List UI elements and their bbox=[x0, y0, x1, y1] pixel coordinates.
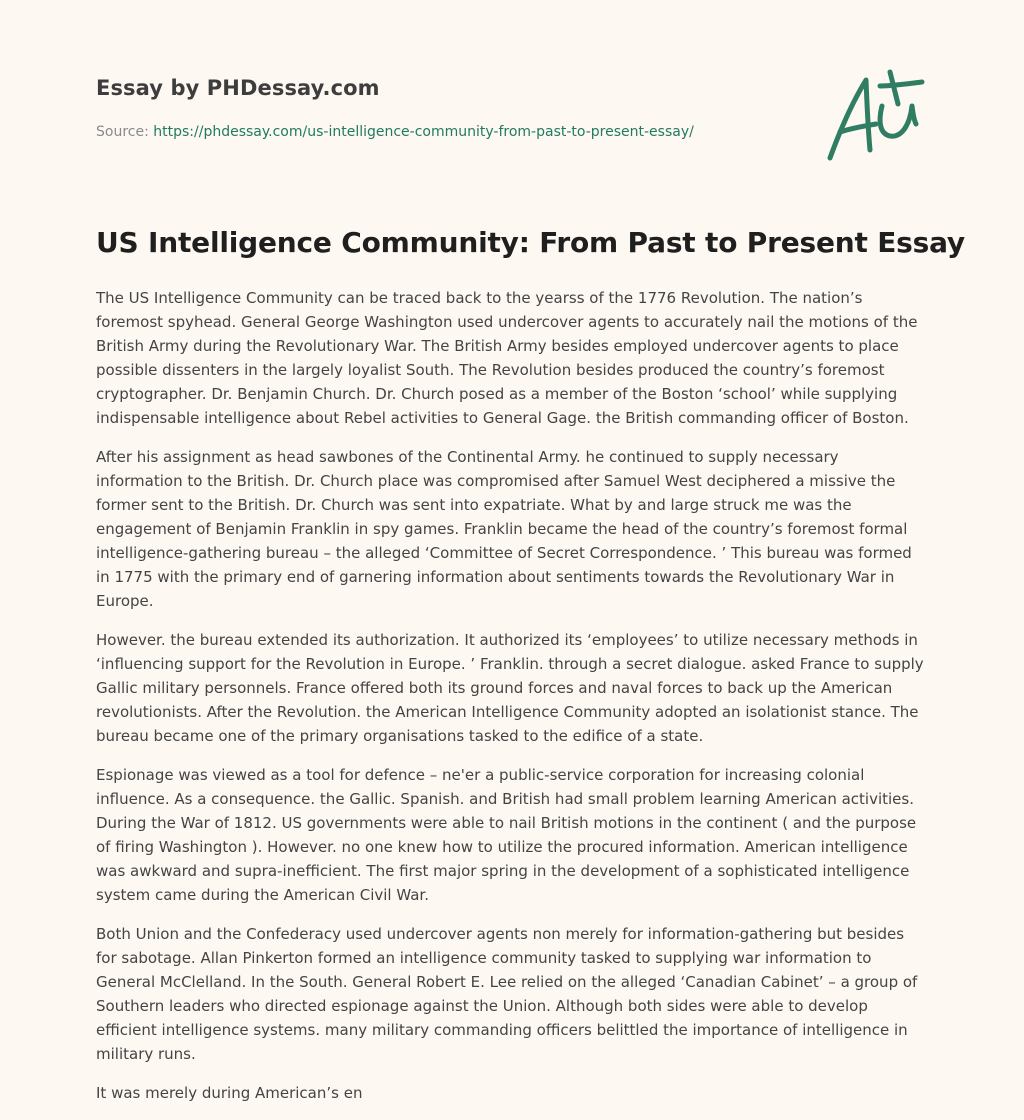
a-plus-logo-icon bbox=[818, 66, 930, 166]
essay-body bbox=[96, 286, 928, 1120]
essay-paragraph: Both Union and the Confederacy used undercover agents non merely for information-gathering but besides for sabotage. Allan Pinkerton formed an intelligence community tasked to supplying war information to General McClelland. In the South. General Robert E. Lee relied on the alleged ‘Canadian Cabinet’ – a group of Southern leaders who directed espionage against the Union. Although both sides were able to develop efficient intelligence systems. many military commanding officers belittled the importance of intelligence in military runs. bbox=[96, 925, 918, 1063]
essay-paragraph: However. the bureau extended its authorization. It authorized its ‘employees’ to utilize necessary methods in ‘influencing support for the Revolution in Europe. ’ Franklin. through a secret dialogue. asked France to supply Gallic military personnels. France offered both its ground forces and naval forces to back up the American revolutionists. After the Revolution. the American Intelligence Community adopted an isolationist stance. The bureau became one of the primary organisations tasked to the edifice of a state. bbox=[96, 631, 924, 745]
source-link[interactable]: https://phdessay.com/us-intelligence-community-from-past-to-present-essay/ bbox=[153, 124, 694, 140]
essay-title: US Intelligence Community: From Past to Present Essay bbox=[96, 226, 965, 259]
essay-paragraph: Espionage was viewed as a tool for defence – ne'er a public-service corporation for increasing colonial influence. As a consequence. the Gallic. Spanish. and British had small problem learning American activities. During the War of 1812. US governments were able to nail British motions in the continent ( and the purpose of firing Washington ). However. no one knew how to utilize the procured information. American intelligence was awkward and supra-inefficient. The first major spring in the development of a sophisticated intelligence system came during the American Civil War. bbox=[96, 766, 917, 904]
essay-paragraph-truncated: It was merely during American’s en bbox=[96, 1084, 363, 1102]
source-label: Source: bbox=[96, 124, 149, 140]
essay-paragraph: The US Intelligence Community can be traced back to the yearss of the 1776 Revolution. The nation’s foremost spyhead. General George Washington used undercover agents to accurately nail the motions of the British Army during the Revolutionary War. The British Army besides employed undercover agents to place possible dissenters in the largely loyalist South. The Revolution besides produced the country’s foremost cryptographer. Dr. Benjamin Church. Dr. Church posed as a member of the Boston ‘school’ while supplying indispensable intelligence about Rebel activities to General Gage. the British commanding officer of Boston. bbox=[96, 289, 918, 427]
site-brand: Essay by PHDessay.com bbox=[96, 76, 380, 100]
source-line bbox=[96, 124, 694, 140]
essay-paragraph: After his assignment as head sawbones of the Continental Army. he continued to supply necessary information to the British. Dr. Church place was compromised after Samuel West deciphered a missive the former sent to the British. Dr. Church was sent into expatriate. What by and large struck me was the engagement of Benjamin Franklin in spy games. Franklin became the head of the country’s foremost formal intelligence-gathering bureau – the alleged ‘Committee of Secret Correspondence. ’ This bureau was formed in 1775 with the primary end of garnering information about sentiments towards the Revolutionary War in Europe. bbox=[96, 448, 912, 610]
